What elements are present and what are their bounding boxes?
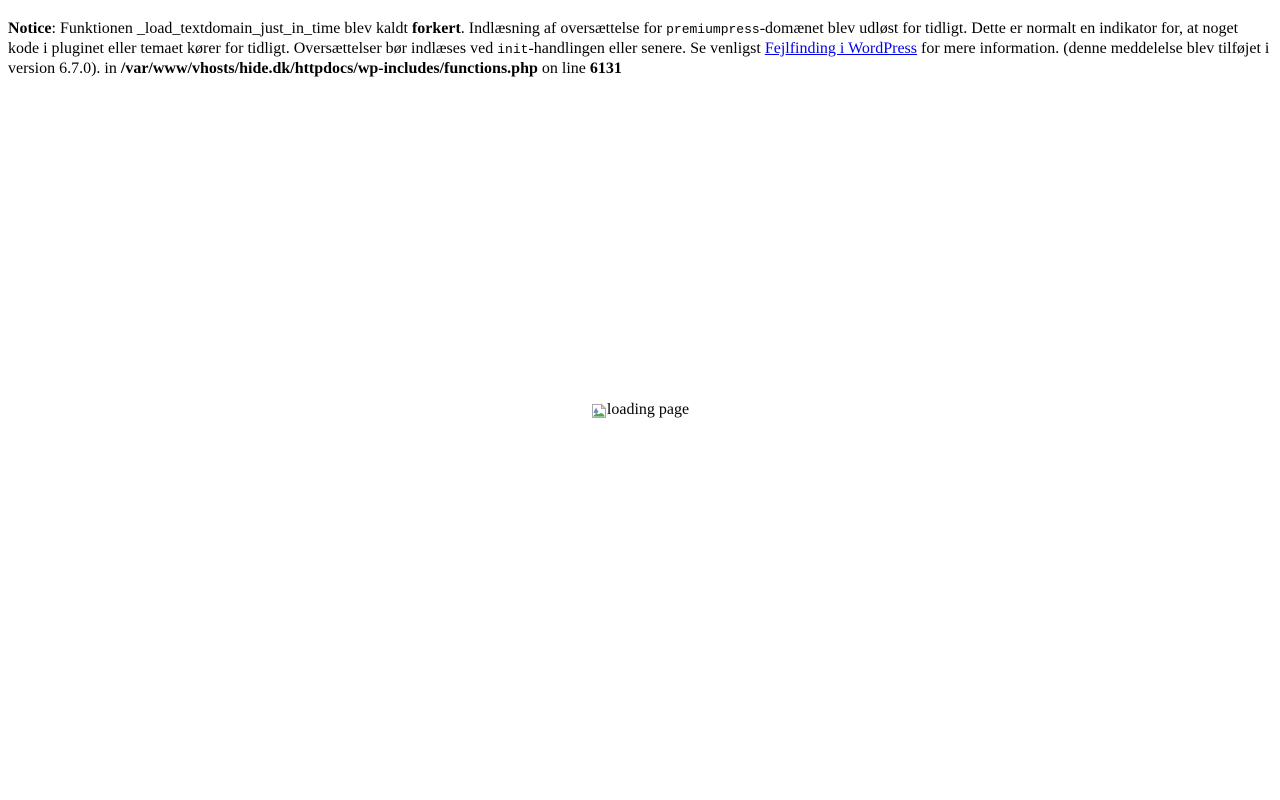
notice-code-init: init	[497, 42, 529, 57]
notice-text-2: . Indlæsning af oversættelse for	[460, 20, 667, 37]
notice-text-4: -handlingen eller senere. Se venligst	[528, 40, 765, 57]
loading-page-placeholder	[0, 402, 1280, 418]
notice-text-6: on line	[537, 60, 590, 77]
notice-text-1: : Funktionen _load_textdomain_just_in_time blev kaldt	[51, 20, 412, 37]
notice-text-5: for mere information. (denne meddelelse blev tilføjet i version 6.7.0). in	[8, 40, 1270, 77]
notice-file-path: /var/www/vhosts/hide.dk/httpdocs/wp-includes/functions.php	[120, 60, 538, 77]
notice-text-3: -domænet blev udløst for tidligt. Dette er normalt en indikator for, at noget kode i pluginet eller temaet kører for tidligt. Oversættelser bør indlæses ved	[8, 20, 1239, 57]
notice-label: Notice	[8, 20, 52, 37]
php-notice	[8, 19, 1272, 78]
notice-bold-forkert: forkert	[411, 20, 461, 37]
notice-line-number: 6131	[589, 60, 622, 77]
broken-image-alt-text: loading page	[606, 401, 690, 418]
broken-image-icon	[591, 403, 607, 419]
page	[0, 19, 1280, 800]
wordpress-debugging-link[interactable]: Fejlfinding i WordPress	[764, 40, 918, 57]
notice-code-domain: premiumpress	[666, 22, 760, 37]
